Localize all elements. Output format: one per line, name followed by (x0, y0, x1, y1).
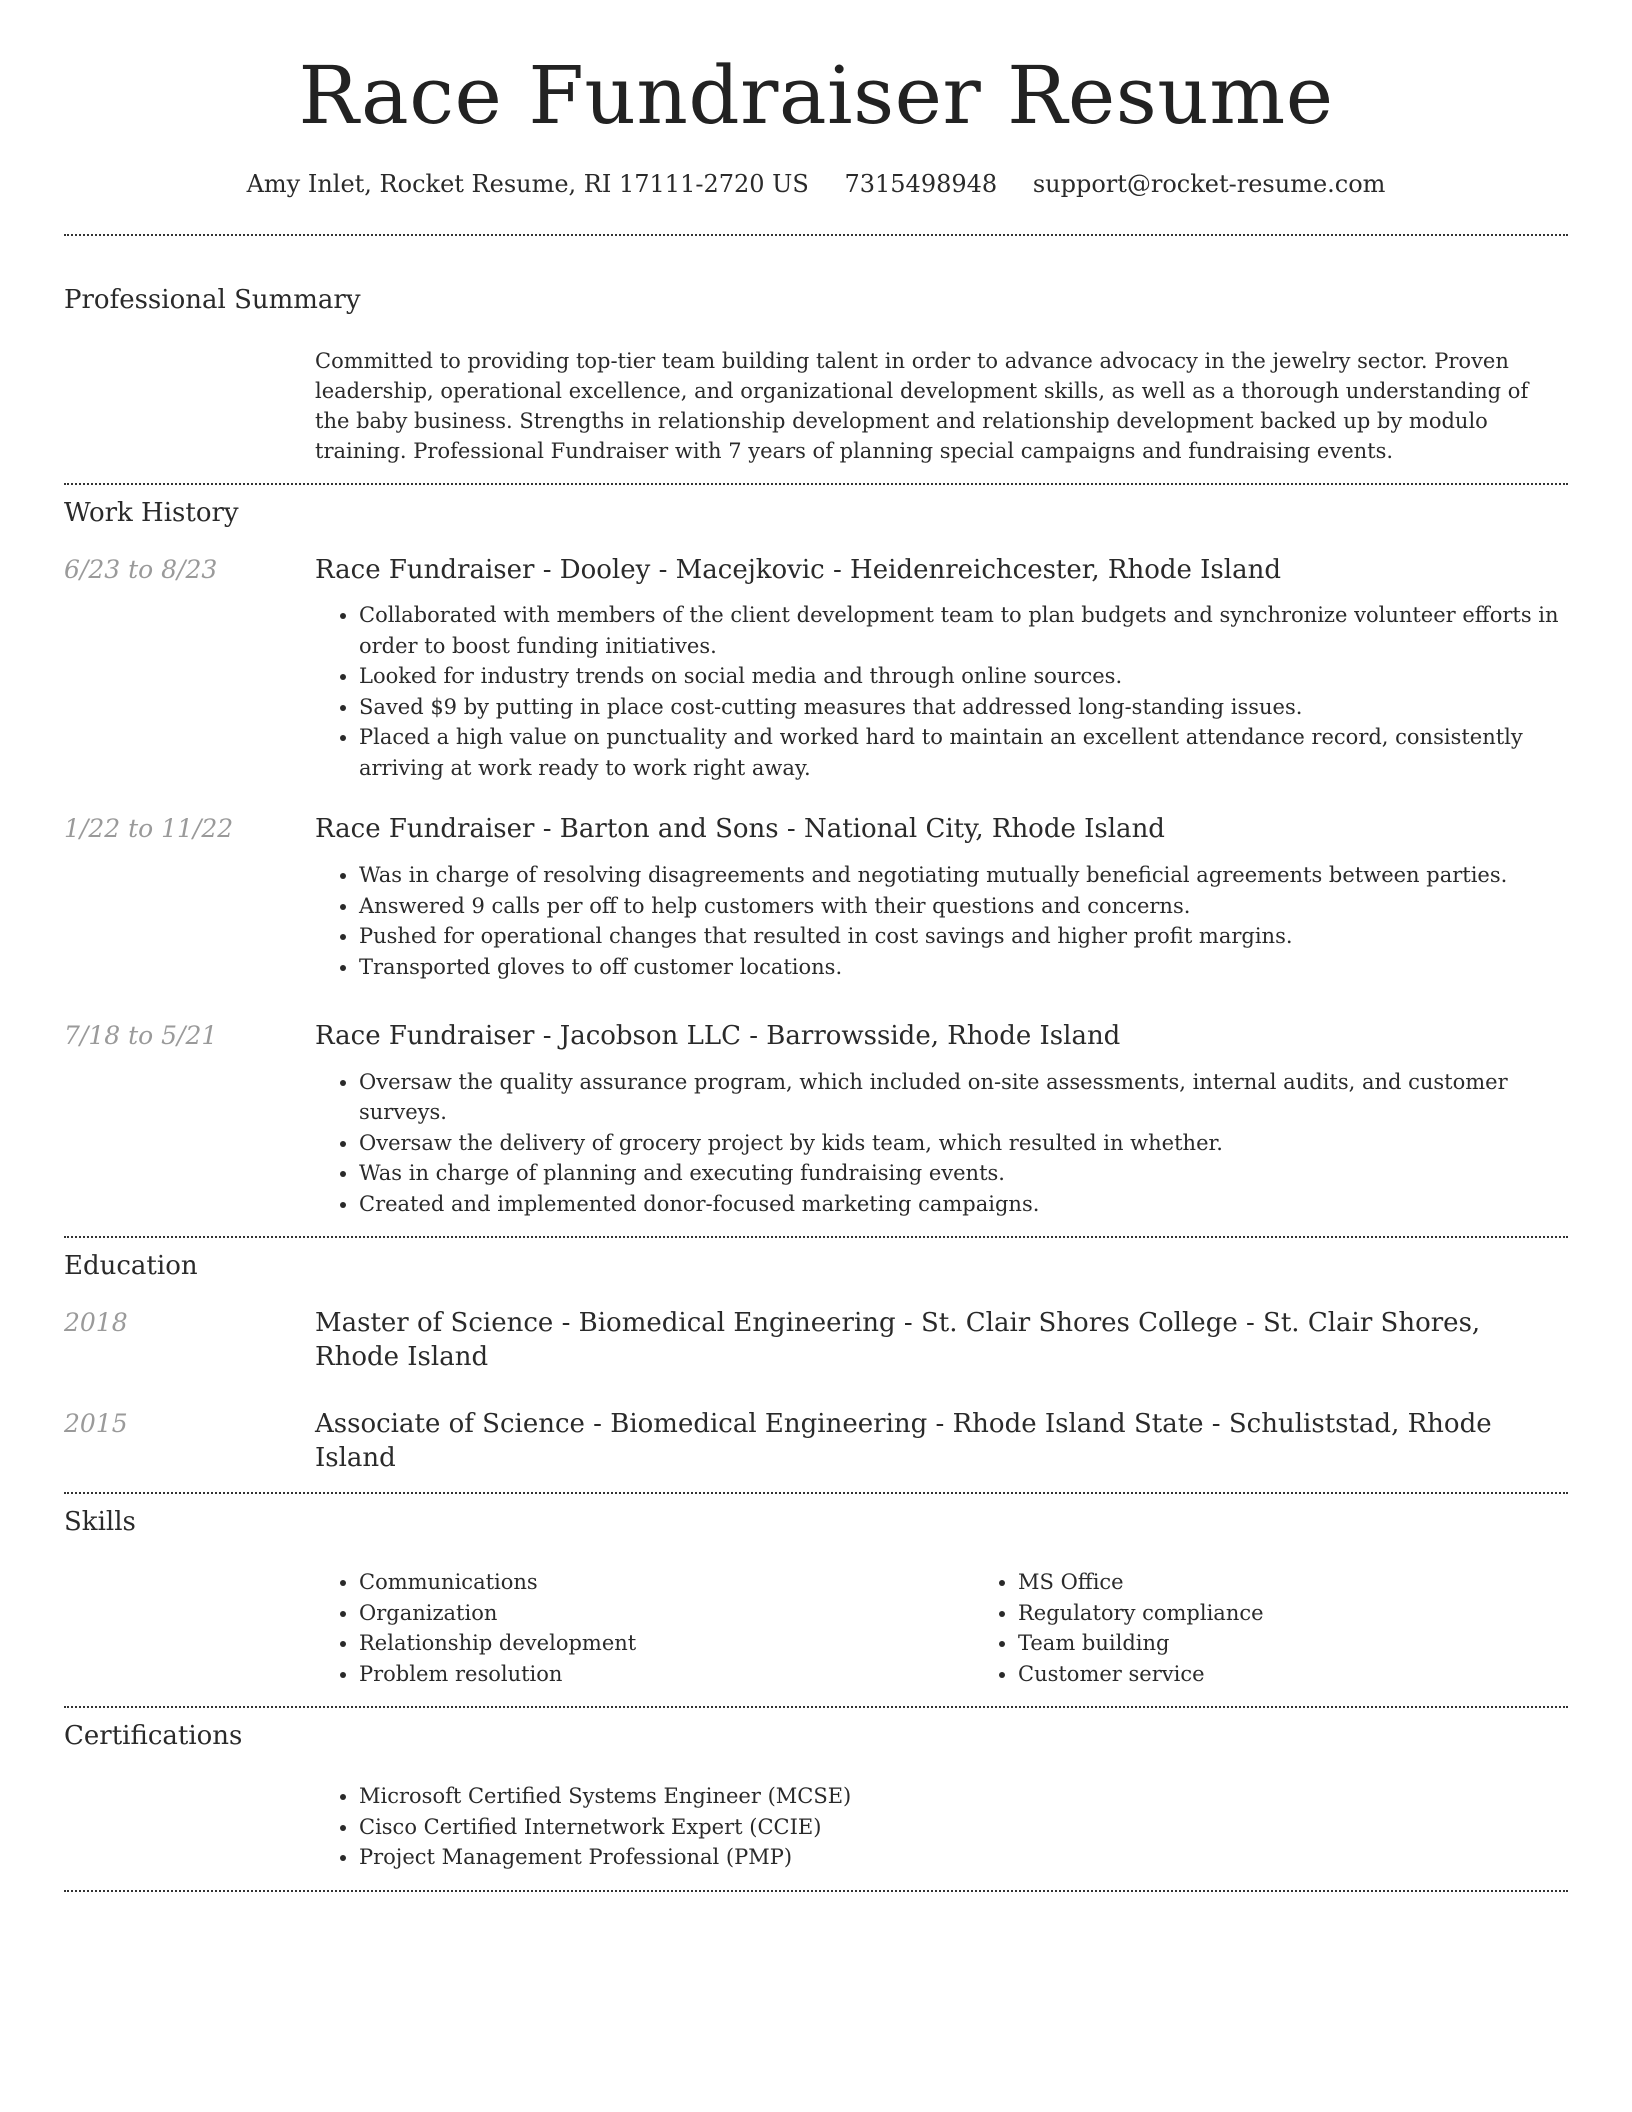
job-title: Race Fundraiser - Dooley - Macejkovic - Heidenreichcester, Rhode Island (315, 554, 1281, 585)
skills-column (974, 1567, 1632, 1689)
list-item: • Looked for industry trends on social media and through online sources. (359, 661, 1568, 692)
job-entry (64, 554, 1568, 784)
contact-line (64, 170, 1568, 198)
list-item: • Was in charge of planning and executing fundraising events. (359, 1158, 1568, 1189)
list-item: • Team building (1018, 1628, 1632, 1659)
list-item: • Communications (359, 1567, 974, 1598)
section-divider (64, 1706, 1568, 1708)
education-section (64, 1250, 1568, 1475)
skills-section (64, 1506, 1568, 1689)
contact-address: Amy Inlet, Rocket Resume, RI 17111-2720 US (246, 170, 809, 198)
list-item: • Problem resolution (359, 1659, 974, 1690)
section-divider (64, 483, 1568, 485)
education-line (315, 1307, 1568, 1375)
contact-phone: 7315498948 (844, 170, 998, 198)
list-item: • Saved $9 by putting in place cost-cutting measures that addressed long-standing issues. (359, 692, 1568, 723)
education-degree: Master of Science - Biomedical Engineering (315, 1308, 896, 1339)
list-item: • Was in charge of resolving disagreements and negotiating mutually beneficial agreements between parties. (359, 860, 1568, 891)
list-item: • Placed a high value on punctuality and worked hard to maintain an excellent attendance record, consistently arriving at work ready to work right away. (359, 722, 1568, 783)
skills-grid (315, 1567, 1568, 1689)
education-degree: Associate of Science - Biomedical Engineering (315, 1408, 928, 1439)
summary-text: Committed to providing top-tier team building talent in order to advance advocacy in the jewelry sector. Proven leadership, operational excellence, and organizational development skills, as well as a thorough understanding of the baby business. Strengths in relationship development and relationship development backed up by modulo training. Professional Fundraiser with 7 years of planning special campaigns and fundraising events. (315, 348, 1529, 463)
job-bullets (315, 600, 1568, 783)
list-item: • Cisco Certified Internetwork Expert (CCIE) (359, 1812, 1568, 1843)
job-dates: 7/18 to 5/21 (64, 1021, 218, 1051)
list-item: • Customer service (1018, 1659, 1632, 1690)
section-divider (64, 1236, 1568, 1238)
list-item: • Regulatory compliance (1018, 1598, 1632, 1629)
education-heading: Education (64, 1251, 198, 1282)
resume-title: Race Fundraiser Resume (298, 49, 1334, 142)
job-bullets (315, 1067, 1568, 1220)
education-school: - St. Clair Shores College - St. Clair Shores, Rhode Island (315, 1308, 1481, 1373)
education-line (315, 1408, 1568, 1476)
list-item: • MS Office (1018, 1567, 1632, 1598)
list-item: • Oversaw the delivery of grocery project by kids team, which resulted in whether. (359, 1128, 1568, 1159)
summary-section (64, 284, 1568, 466)
education-entry (64, 1307, 1568, 1375)
skills-heading: Skills (64, 1507, 136, 1538)
education-school: - Rhode Island State - Schuliststad, Rhode Island (315, 1408, 1492, 1473)
list-item: • Relationship development (359, 1628, 974, 1659)
list-item: • Pushed for operational changes that resulted in cost savings and higher profit margins. (359, 921, 1568, 952)
job-title: Race Fundraiser - Barton and Sons - National City, Rhode Island (315, 814, 1165, 845)
list-item: • Created and implemented donor-focused marketing campaigns. (359, 1189, 1568, 1220)
job-dates: 1/22 to 11/22 (64, 814, 234, 844)
list-item: • Project Management Professional (PMP) (359, 1842, 1568, 1873)
education-year: 2015 (64, 1408, 128, 1438)
list-item: • Organization (359, 1598, 974, 1629)
skills-column (315, 1567, 974, 1689)
certifications-heading: Certifications (64, 1721, 243, 1752)
section-divider (64, 1492, 1568, 1494)
work-history-section (64, 497, 1568, 1220)
list-item: • Answered 9 calls per off to help customers with their questions and concerns. (359, 891, 1568, 922)
job-entry (64, 813, 1568, 982)
section-divider (64, 234, 1568, 236)
certifications-section (64, 1720, 1568, 1872)
list-item: • Oversaw the quality assurance program, which included on-site assessments, internal audits, and customer surveys. (359, 1067, 1568, 1128)
summary-heading: Professional Summary (64, 285, 361, 315)
job-title: Race Fundraiser - Jacobson LLC - Barrowsside, Rhode Island (315, 1021, 1121, 1052)
list-item: • Transported gloves to off customer locations. (359, 952, 1568, 983)
job-entry (64, 1020, 1568, 1219)
list-item: • Microsoft Certified Systems Engineer (MCSE) (359, 1781, 1568, 1812)
contact-email: support@rocket-resume.com (1032, 170, 1386, 198)
list-item: • Collaborated with members of the client development team to plan budgets and synchronize volunteer efforts in order to boost funding initiatives. (359, 600, 1568, 661)
education-entry (64, 1408, 1568, 1476)
certifications-list (315, 1781, 1568, 1873)
job-dates: 6/23 to 8/23 (64, 554, 218, 584)
education-year: 2018 (64, 1308, 128, 1338)
work-history-heading: Work History (64, 497, 239, 528)
section-divider (64, 1890, 1568, 1892)
job-bullets (315, 860, 1568, 982)
